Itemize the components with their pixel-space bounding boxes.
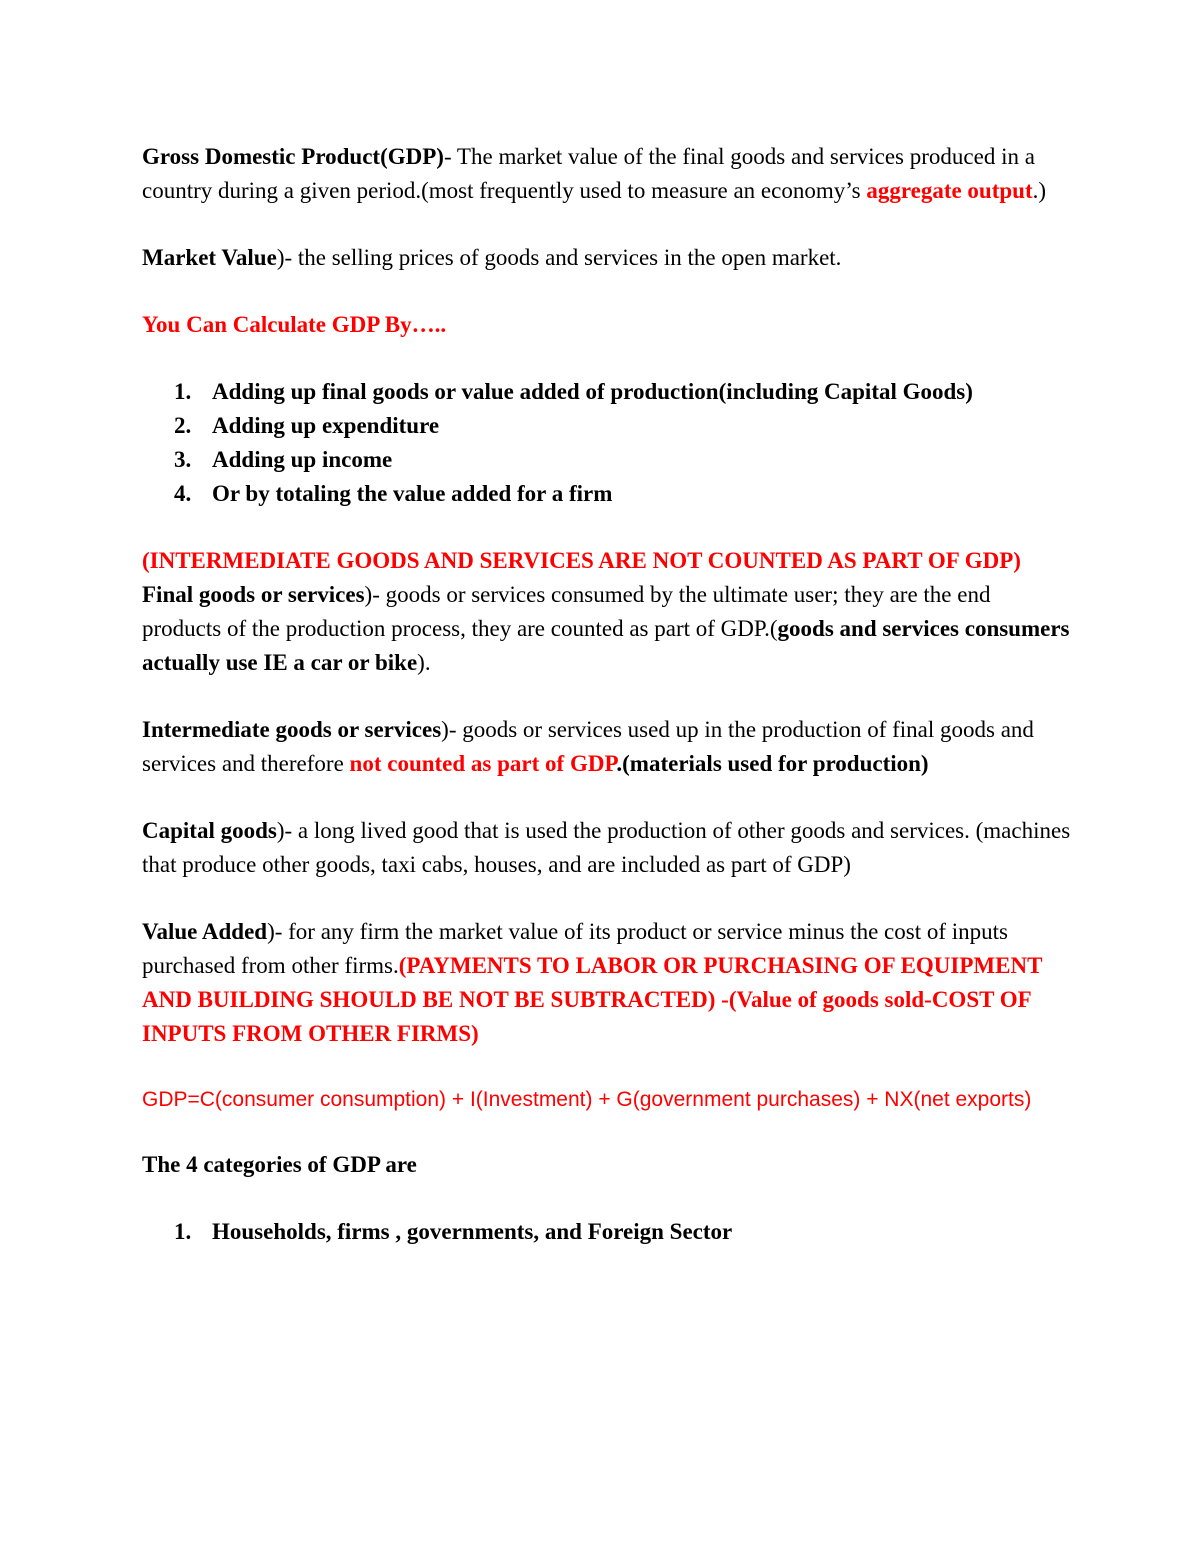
list-item	[142, 1215, 1072, 1249]
market-value-term: Market Value	[142, 245, 277, 270]
list-item	[142, 443, 1072, 477]
list-item-text: Households, firms , governments, and Foreign Sector	[212, 1219, 733, 1244]
final-goods-text: )- goods or services consumed by the ultimate user; they are the end products of the production process, they are counted as part of GDP.(	[142, 582, 991, 641]
gdp-definition	[142, 140, 1072, 208]
list-number: 1.	[174, 379, 192, 404]
final-goods-example: goods and services consumers actually use IE a car or bike	[142, 616, 1070, 675]
calc-list	[142, 375, 1072, 511]
capital-goods-text: )- a long lived good that is used the production of other goods and services. (machines that produce other goods, taxi cabs, houses, and are included as part of GDP)	[142, 818, 1071, 877]
gdp-term: Gross Domestic Product(GDP)	[142, 144, 444, 169]
list-item	[142, 477, 1072, 511]
list-item-text: Adding up income	[212, 447, 393, 472]
value-added-highlight: (PAYMENTS TO LABOR OR PURCHASING OF EQUIPMENT AND BUILDING SHOULD BE NOT BE SUBTRACTED) -(Value of goods sold-COST OF INPUTS FROM OTHER FIRMS)	[142, 953, 1042, 1046]
capital-goods-definition	[142, 814, 1072, 882]
aggregate-output-highlight: aggregate output	[866, 178, 1033, 203]
list-number: 2.	[174, 413, 192, 438]
list-item	[142, 375, 1072, 409]
final-goods-term: Final goods or services	[142, 582, 365, 607]
final-goods-end: ).	[417, 650, 431, 675]
calc-heading: You Can Calculate GDP By…..	[142, 312, 447, 337]
list-item-text: Adding up expenditure	[212, 413, 440, 438]
categories-list	[142, 1215, 1072, 1249]
document-body	[142, 140, 1072, 1249]
intermediate-note: (INTERMEDIATE GOODS AND SERVICES ARE NOT COUNTED AS PART OF GDP)	[142, 548, 1021, 573]
list-number: 3.	[174, 447, 192, 472]
market-value-text: )- the selling prices of goods and services in the open market.	[276, 245, 842, 270]
intermediate-goods-term: Intermediate goods or services	[142, 717, 442, 742]
gdp-definition-end: .)	[1032, 178, 1047, 203]
value-added-definition	[142, 915, 1072, 1051]
capital-goods-term: Capital goods	[142, 818, 277, 843]
list-item-text: Adding up final goods or value added of production(including Capital Goods)	[212, 379, 973, 404]
list-item-text: Or by totaling the value added for a firm	[212, 481, 613, 506]
intermediate-goods-example: .(materials used for production)	[616, 751, 929, 776]
value-added-text: )- for any firm the market value of its product or service minus the cost of inputs purchased from other firms.	[142, 919, 1008, 978]
list-number: 4.	[174, 481, 192, 506]
list-item	[142, 409, 1072, 443]
market-value-definition	[142, 241, 1072, 275]
intermediate-goods-text: )- goods or services used up in the production of final goods and services and therefore	[142, 717, 1034, 776]
gdp-formula: GDP=C(consumer consumption) + I(Investment) + G(government purchases) + NX(net exports)	[142, 1088, 1032, 1111]
list-number: 1.	[174, 1219, 192, 1244]
not-counted-highlight: not counted as part of GDP	[349, 751, 617, 776]
final-goods-definition	[142, 578, 1072, 680]
gdp-definition-text: - The market value of the final goods and services produced in a country during a given period.(most frequently used to measure an economy’s	[142, 144, 1035, 203]
intermediate-goods-definition	[142, 713, 1072, 781]
categories-heading: The 4 categories of GDP are	[142, 1152, 417, 1177]
value-added-term: Value Added	[142, 919, 268, 944]
